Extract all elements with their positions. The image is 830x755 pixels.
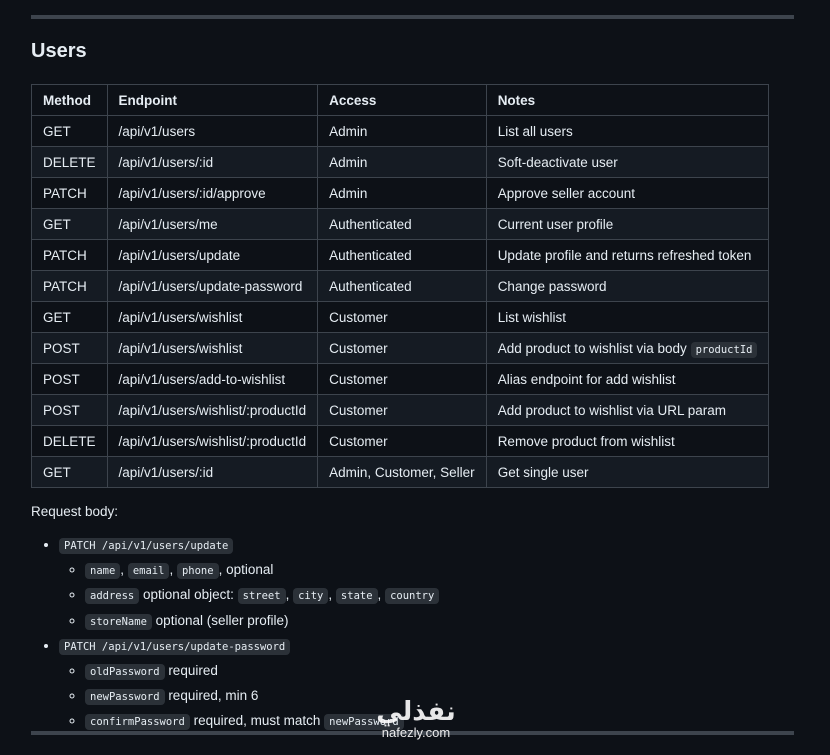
optional-text: , optional [218,562,274,577]
cell-method [32,209,108,240]
update-password-endpoint-code: PATCH /api/v1/users/update-password [59,639,290,655]
cell-notes [486,116,769,147]
cell-method-text: POST [43,371,80,387]
cell-access-text: Admin, Customer, Seller [329,464,475,480]
list-item-old-password [85,659,439,684]
cell-access [318,426,487,457]
header-endpoint: Endpoint [107,85,318,116]
cell-method-text: GET [43,309,71,325]
cell-access [318,240,487,271]
table-row [32,302,769,333]
address-desc: optional object: [143,587,234,603]
header-method: Method [32,85,108,116]
newpassword-desc: required, min 6 [168,688,259,704]
cell-access [318,178,487,209]
cell-method-text: DELETE [43,154,96,170]
header-notes: Notes [486,85,769,116]
table-row [32,178,769,209]
cell-notes [486,426,769,457]
cell-method [32,178,108,209]
list-item-update [59,533,439,634]
field-city-code: city [293,588,328,604]
cell-endpoint [107,271,318,302]
cell-method [32,302,108,333]
watermark [366,698,466,740]
users-endpoints-table [31,84,769,488]
list-item-storename [85,609,439,634]
cell-access-text: Admin [329,185,368,201]
section-title: Users [31,40,87,62]
cell-access-text: Customer [329,371,388,387]
field-email-code: email [128,563,170,579]
header-access: Access [318,85,487,116]
cell-endpoint-text: /api/v1/users/:id [118,154,214,170]
cell-access-text: Customer [329,340,388,356]
field-name-code: name [85,563,120,579]
cell-notes [486,209,769,240]
watermark-logo: نفذلي [376,697,456,727]
table-row [32,364,769,395]
cell-notes-text: Remove product from wishlist [497,433,675,449]
cell-notes-text: Alias endpoint for add wishlist [497,371,676,387]
table-row [32,426,769,457]
cell-method [32,395,108,426]
list-item-address: ◦ address optional object: street , city , state , country [85,583,439,608]
field-address-code: address [85,588,139,604]
cell-notes-text: Update profile and returns refreshed token [497,247,752,263]
cell-access-text: Admin [329,123,368,139]
cell-notes-text: Add product to wishlist via URL param [497,402,727,418]
table-row [32,209,769,240]
cell-method-text: PATCH [43,278,87,294]
cell-notes-text: Change password [497,278,607,294]
cell-notes [486,333,769,364]
cell-access-text: Authenticated [329,247,412,263]
cell-method [32,364,108,395]
field-storename-code: storeName [85,614,152,630]
cell-notes-text: Current user profile [497,216,614,232]
field-phone-code: phone [177,563,219,579]
cell-endpoint-text: /api/v1/users/update [118,247,241,263]
cell-access [318,302,487,333]
cell-endpoint [107,209,318,240]
cell-endpoint [107,395,318,426]
cell-notes [486,240,769,271]
cell-access [318,333,487,364]
cell-endpoint [107,457,318,488]
cell-method [32,333,108,364]
cell-endpoint-text: /api/v1/users/wishlist [118,309,243,325]
cell-endpoint [107,426,318,457]
field-state-code: state [336,588,378,604]
oldpassword-desc: required [168,662,218,678]
notes-code: productId [691,342,758,358]
field-confirmpassword-code: confirmPassword [85,714,190,730]
cell-endpoint-text: /api/v1/users/update-password [118,278,303,294]
top-divider [31,15,794,19]
cell-method-text: PATCH [43,185,87,201]
cell-endpoint [107,178,318,209]
cell-notes [486,271,769,302]
cell-notes-text: Approve seller account [497,185,636,201]
cell-method [32,240,108,271]
cell-notes [486,457,769,488]
cell-method-text: POST [43,340,80,356]
table-row [32,271,769,302]
cell-access-text: Customer [329,309,388,325]
cell-notes [486,147,769,178]
cell-endpoint-text: /api/v1/users/add-to-wishlist [118,371,286,387]
cell-endpoint [107,147,318,178]
storename-desc: optional (seller profile) [155,612,289,628]
cell-endpoint-text: /api/v1/users/:id [118,464,214,480]
cell-method-text: DELETE [43,433,96,449]
cell-endpoint-text: /api/v1/users [118,123,196,139]
cell-access-text: Authenticated [329,278,412,294]
cell-access [318,271,487,302]
cell-access [318,116,487,147]
field-street-code: street [238,588,286,604]
cell-endpoint [107,116,318,147]
cell-endpoint [107,240,318,271]
list-item-name-email-phone: ◦ name , email , phone , optional [85,558,439,583]
table-row [32,457,769,488]
cell-method [32,147,108,178]
table-row [32,116,769,147]
cell-notes [486,364,769,395]
cell-method [32,271,108,302]
cell-method [32,116,108,147]
cell-notes [486,178,769,209]
cell-endpoint [107,364,318,395]
cell-notes-text: List all users [497,123,573,139]
field-oldpassword-code: oldPassword [85,664,165,680]
cell-method-text: PATCH [43,247,87,263]
cell-notes-text: Get single user [497,464,589,480]
confirmpassword-desc: required, must match [193,713,321,729]
field-country-code: country [385,588,439,604]
cell-endpoint-text: /api/v1/users/wishlist/:productId [118,402,307,418]
table-row [32,395,769,426]
cell-access-text: Customer [329,402,388,418]
cell-endpoint-text: /api/v1/users/wishlist/:productId [118,433,307,449]
cell-method-text: GET [43,123,71,139]
table-row [32,147,769,178]
cell-endpoint-text: /api/v1/users/me [118,216,218,232]
cell-access [318,147,487,178]
field-match-newpassword-code: newPassword [324,714,404,730]
cell-method [32,426,108,457]
cell-notes-text: Add product to wishlist via body [497,340,687,356]
cell-access [318,395,487,426]
cell-endpoint-text: /api/v1/users/:id/approve [118,185,266,201]
table-header-row [32,85,769,116]
cell-method-text: POST [43,402,80,418]
update-endpoint-code: PATCH /api/v1/users/update [59,538,233,554]
cell-method-text: GET [43,464,71,480]
cell-access [318,364,487,395]
table-row [32,333,769,364]
table-row [32,240,769,271]
cell-access-text: Customer [329,433,388,449]
cell-method [32,457,108,488]
field-newpassword-code: newPassword [85,689,165,705]
cell-access-text: Admin [329,154,368,170]
cell-access-text: Authenticated [329,216,412,232]
cell-notes-text: Soft-deactivate user [497,154,618,170]
cell-endpoint-text: /api/v1/users/wishlist [118,340,243,356]
cell-method-text: GET [43,216,71,232]
watermark-url: nafezly.com [381,725,451,740]
cell-access [318,209,487,240]
cell-endpoint [107,333,318,364]
cell-endpoint [107,302,318,333]
cell-access [318,457,487,488]
cell-notes [486,302,769,333]
cell-notes-text: List wishlist [497,309,566,325]
cell-notes [486,395,769,426]
request-body-label: Request body: [31,504,119,519]
